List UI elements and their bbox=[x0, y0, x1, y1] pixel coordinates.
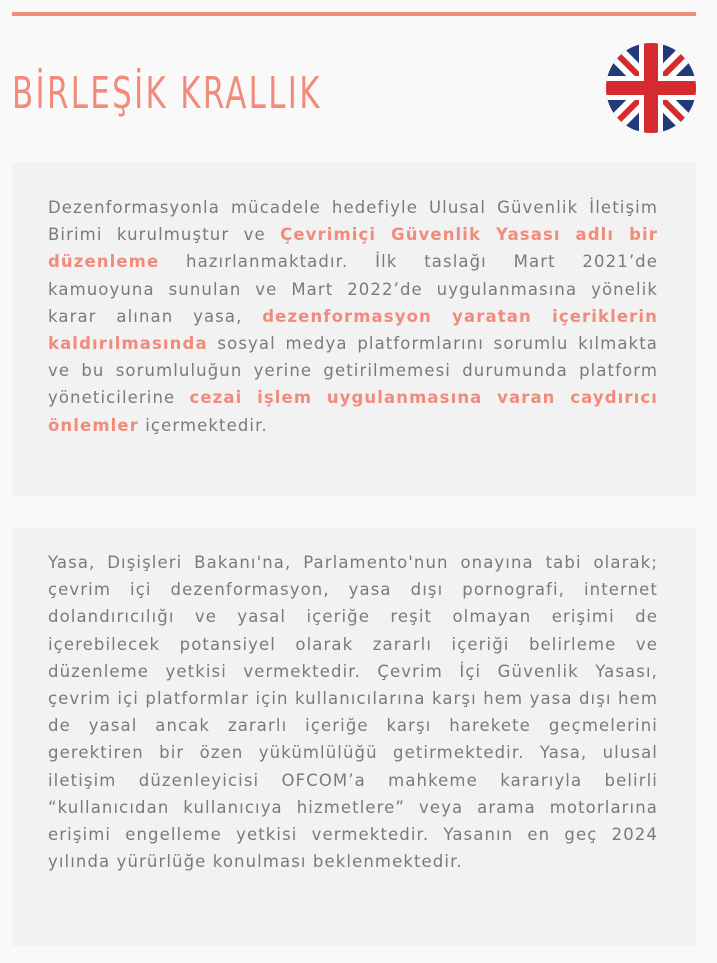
united-kingdom-flag-icon bbox=[606, 43, 696, 133]
page-title: BİRLEŞİK KRALLIK bbox=[12, 68, 322, 119]
panel-1-text-1: Dezenformasyonla mücadele hedefiyle Ulusal Güvenlik İletişim Birimi kurulmuştur ve bbox=[48, 198, 658, 245]
panel-1-highlight-1: Çevrimiçi Güvenlik Yasası adlı bir düzenleme bbox=[48, 225, 658, 272]
panel-2-paragraph: Yasa, Dışişleri Bakanı'na, Parlamento'nun onayına tabi olarak; çevrim içi dezenformasyon, yasa dışı pornografi, internet dolandırıcılığı ve yasal içeriğe reşit olmayan erişimi de içerebilecek potansiyel olarak zararlı içeriği belirleme ve düzenleme yetkisi vermektedir. Çevrim İçi Güvenlik Yasası, çevrim içi platformlar için kullanıcılarına karşı hem yasa dışı hem de yasal ancak zararlı içeriğe karşı harekete geçmelerini gerektiren bir özen yükümlülüğü getirmektedir. Yasa, ulusal iletişim düzenleyicisi OFCOM’a mahkeme kararıyla belirli “kullanıcıdan kullanıcıya hizmetlere” veya arama motorlarına erişimi engelleme yetkisi vermektedir. Yasanın en geç 2024 yılında yürürlüğe konulması beklenmektedir. bbox=[48, 553, 658, 872]
panel-1-highlight-3: cezai işlem uygulanmasına varan caydırıcı önlemler bbox=[48, 388, 658, 435]
panel-1-text-4: içermektedir. bbox=[138, 415, 268, 435]
info-panel-2 bbox=[12, 528, 696, 946]
top-divider bbox=[12, 12, 696, 16]
info-panel-1 bbox=[12, 162, 696, 496]
panel-1-paragraph bbox=[48, 194, 658, 439]
panel-1-text-2: hazırlanmaktadır. İlk taslağı Mart 2021’de kamuoyuna sunulan ve Mart 2022’de uygulanmasına yönelik karar alınan yasa, bbox=[48, 252, 658, 326]
panel-1-highlight-2: dezenformasyon yaratan içeriklerin kaldırılmasında bbox=[48, 306, 658, 354]
panel-1-text-3: sosyal medya platformlarını sorumlu kılmakta ve bu sorumluluğun yerine getirilmemesi durumunda platform yöneticilerine bbox=[48, 334, 658, 408]
